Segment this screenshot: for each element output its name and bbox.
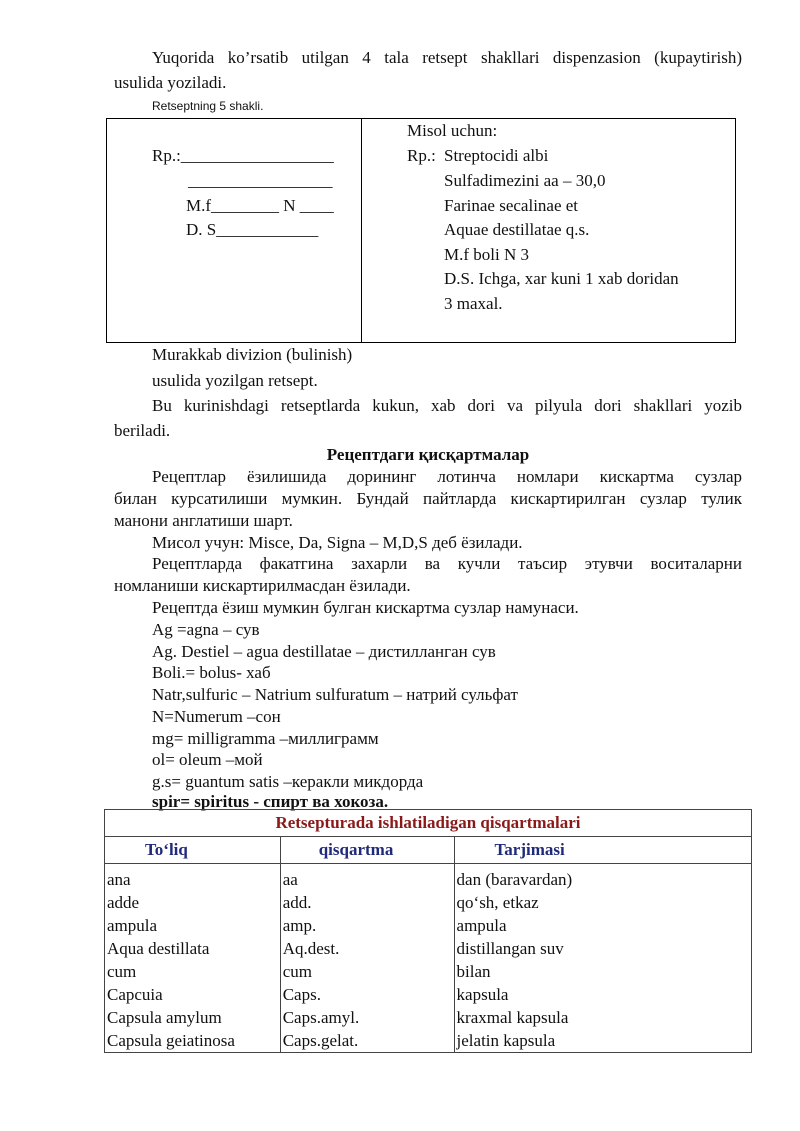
- blank-rp-line: Rp.:__________________: [152, 146, 334, 165]
- cell-abbr: Caps.amyl.: [280, 1006, 454, 1029]
- list-item: g.s= guantum satis –керакли микдорда: [152, 772, 424, 791]
- form-caption: Retseptning 5 shakli.: [152, 99, 264, 113]
- cyr-para-1-line-1: Рецептлар ёзилишида дорининг лотинча номлари кискартма сузлар: [152, 467, 742, 486]
- table-row: [105, 868, 752, 891]
- cell-full: cum: [105, 960, 281, 983]
- col-header-full: To‘liq: [105, 837, 281, 864]
- cell-translation: qo‘sh, etkaz: [454, 891, 751, 914]
- blank-line-2: _________________: [188, 171, 333, 190]
- example-item: Streptocidi albi: [444, 146, 549, 165]
- cell-full: ana: [105, 868, 281, 891]
- table-title: Retsepturada ishlatiladigan qisqartmalari: [105, 810, 752, 837]
- example-item: Farinae secalinae et: [444, 196, 579, 215]
- cell-abbr: add.: [280, 891, 454, 914]
- blank-ds-line: D. S____________: [186, 220, 319, 239]
- example-rp-label: Rp.:: [407, 146, 436, 165]
- cell-full: Capsula amylum: [105, 1006, 281, 1029]
- cell-full: adde: [105, 891, 281, 914]
- cell-translation: ampula: [454, 914, 751, 937]
- cell-abbr: cum: [280, 960, 454, 983]
- cell-abbr: Caps.: [280, 983, 454, 1006]
- example-item: M.f boli N 3: [444, 245, 529, 264]
- cyr-para-4: Рецептда ёзиш мумкин булган кискартма сузлар намунаси.: [152, 598, 579, 617]
- section-heading: Рецептдаги қисқартмалар: [326, 445, 530, 464]
- cell-full: Capcuia: [105, 983, 281, 1006]
- cell-translation: distillangan suv: [454, 937, 751, 960]
- intro-line-2: usulida yoziladi.: [114, 73, 227, 92]
- cell-abbr: Caps.gelat.: [280, 1029, 454, 1053]
- example-item: Aquae destillatae q.s.: [444, 220, 590, 239]
- cyr-para-1-line-3: манони англатиши шарт.: [114, 511, 293, 530]
- example-item: D.S. Ichga, xar kuni 1 xab doridan: [444, 269, 679, 288]
- cell-abbr: Aq.dest.: [280, 937, 454, 960]
- cell-abbr: amp.: [280, 914, 454, 937]
- after-box-para-2: beriladi.: [114, 421, 171, 440]
- list-item: ol= oleum –мой: [152, 750, 263, 769]
- cyr-para-3-line-1: Рецептларда факатгина захарли ва кучли таъсир этувчи воситаларни: [152, 554, 742, 573]
- example-item: 3 maxal.: [444, 294, 503, 313]
- list-item: Boli.= bolus- хаб: [152, 663, 271, 682]
- abbreviation-table: [104, 809, 752, 1053]
- list-item: Natr,sulfuric – Natrium sulfuratum – натрий сульфат: [152, 685, 518, 704]
- cyr-para-1-line-2: билан курсатилиши мумкин. Бундай пайтларда кискартирилган сузлар тулик: [114, 489, 742, 508]
- cell-translation: jelatin kapsula: [454, 1029, 751, 1053]
- cell-translation: bilan: [454, 960, 751, 983]
- cell-full: ampula: [105, 914, 281, 937]
- after-box-para-1: Bu kurinishdagi retseptlarda kukun, xab dori va pilyula dori shakllari yozib: [152, 396, 742, 415]
- after-box-line-2: usulida yozilgan retsept.: [152, 371, 318, 390]
- table-row: [105, 891, 752, 914]
- intro-line-1: Yuqorida ko’rsatib utilgan 4 tala retsept shakllari dispenzasion (kupaytirish): [152, 48, 742, 67]
- cyr-para-2: Мисол учун: Misce, Da, Signa – M,D,S деб ёзилади.: [152, 533, 523, 552]
- cyr-para-3-line-2: номланиши кискартирилмасдан ёзилади.: [114, 576, 411, 595]
- col-header-translation: Tarjimasi: [454, 837, 751, 864]
- blank-mf-line: M.f________ N ____: [186, 196, 334, 215]
- table-row: [105, 960, 752, 983]
- table-row: [105, 914, 752, 937]
- col-header-abbr: qisqartma: [280, 837, 454, 864]
- list-item: Ag =agna – сув: [152, 620, 260, 639]
- cell-translation: dan (baravardan): [454, 868, 751, 891]
- table-row: [105, 1006, 752, 1029]
- example-heading: Misol uchun:: [407, 121, 498, 140]
- cell-abbr: aa: [280, 868, 454, 891]
- table-row: [105, 937, 752, 960]
- cell-full: Capsula geiatinosa: [105, 1029, 281, 1053]
- table-row: [105, 1029, 752, 1053]
- cell-translation: kapsula: [454, 983, 751, 1006]
- cell-translation: kraxmal kapsula: [454, 1006, 751, 1029]
- example-item: Sulfadimezini aa – 30,0: [444, 171, 606, 190]
- after-box-line-1: Murakkab divizion (bulinish): [152, 345, 353, 364]
- cell-full: Aqua destillata: [105, 937, 281, 960]
- list-item: N=Numerum –сон: [152, 707, 281, 726]
- list-item: mg= milligramma –миллиграмм: [152, 729, 379, 748]
- list-item-bold: spir= spiritus - спирт ва хокоза.: [152, 792, 389, 811]
- list-item: Ag. Destiel – agua destillatae – дистилланган сув: [152, 642, 496, 661]
- table-row: [105, 983, 752, 1006]
